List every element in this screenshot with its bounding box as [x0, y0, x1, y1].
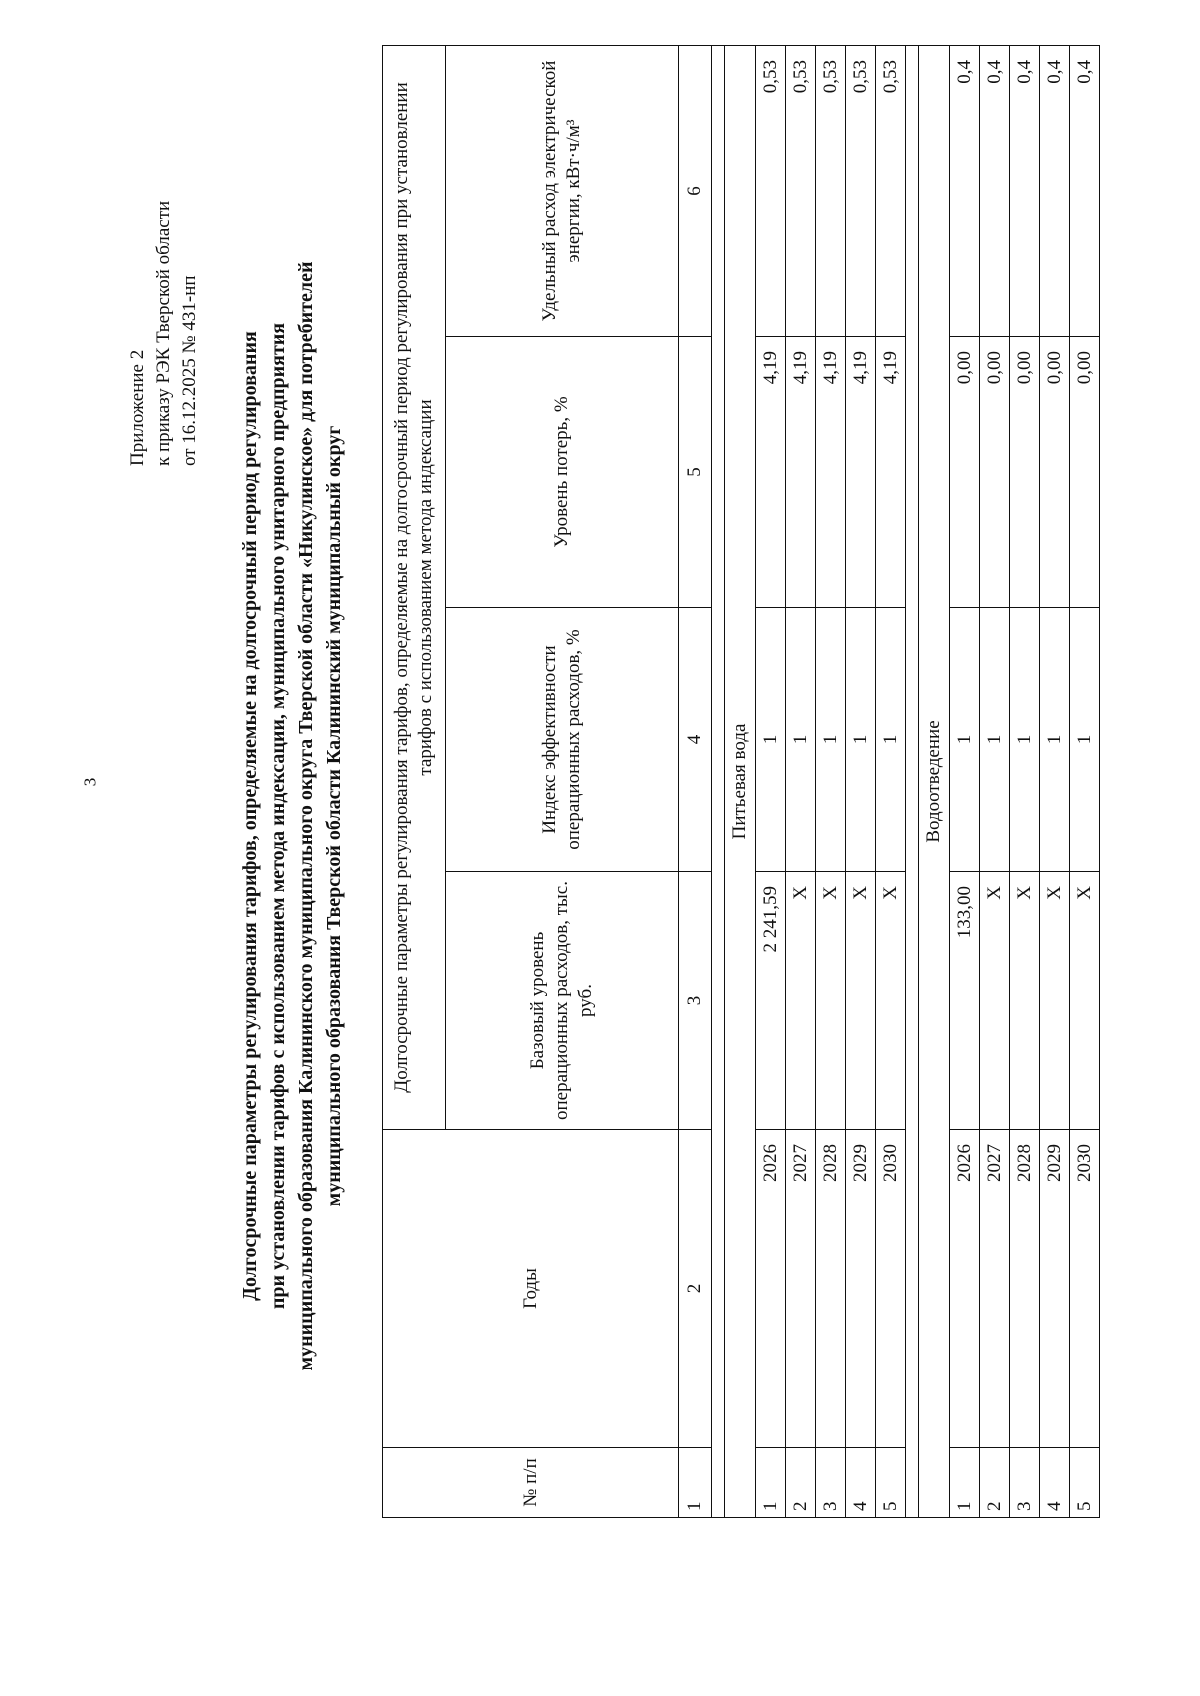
table-cell: X — [980, 872, 1010, 1130]
table-row — [950, 45, 980, 1517]
table-cell: 4,19 — [786, 337, 816, 608]
section-gap — [712, 45, 725, 1517]
table-cell: X — [816, 872, 846, 1130]
table-cell: 0,53 — [846, 45, 876, 336]
appendix-line: от 16.12.2025 № 431-нп — [179, 275, 200, 466]
table-row — [786, 45, 816, 1517]
index-cell: 3 — [679, 872, 712, 1130]
table-cell: 0,4 — [1040, 45, 1070, 336]
header-col3: Базовый уровень операционных расходов, тыс. руб. — [446, 872, 679, 1130]
table-cell: 0,00 — [950, 337, 980, 608]
table-cell: X — [846, 872, 876, 1130]
parameters-table — [382, 45, 1100, 1518]
table-cell: 0,00 — [1010, 337, 1040, 608]
table-cell: 133,00 — [950, 872, 980, 1130]
section-gap — [906, 45, 919, 1517]
section-title-row — [725, 45, 756, 1517]
table-cell: 2029 — [1040, 1130, 1070, 1448]
table-cell: 2028 — [1010, 1130, 1040, 1448]
table-cell: 5 — [1070, 1448, 1100, 1518]
table-cell: 1 — [756, 608, 786, 872]
table-cell: 2030 — [876, 1130, 906, 1448]
table-cell: 0,00 — [1070, 337, 1100, 608]
index-cell: 1 — [679, 1448, 712, 1518]
table-cell: 2 — [980, 1448, 1010, 1518]
table-cell: 0,4 — [950, 45, 980, 336]
table-cell: 0,53 — [816, 45, 846, 336]
table-row — [756, 45, 786, 1517]
table-cell: 0,53 — [786, 45, 816, 336]
table-cell: 1 — [1010, 608, 1040, 872]
table-cell: 0,00 — [1040, 337, 1070, 608]
table-cell: 4 — [846, 1448, 876, 1518]
table-cell: 1 — [950, 608, 980, 872]
table-cell: 4,19 — [756, 337, 786, 608]
table-cell: 3 — [816, 1448, 846, 1518]
table-cell: 2027 — [980, 1130, 1010, 1448]
header-col5: Уровень потерь, % — [446, 337, 679, 608]
table-cell: 1 — [816, 608, 846, 872]
table-cell: X — [876, 872, 906, 1130]
table-cell: 0,00 — [980, 337, 1010, 608]
table-cell: X — [786, 872, 816, 1130]
table-cell: 1 — [786, 608, 816, 872]
table-cell: 2030 — [1070, 1130, 1100, 1448]
table-cell: 0,4 — [980, 45, 1010, 336]
table-cell: X — [1040, 872, 1070, 1130]
gap-cell — [712, 45, 725, 1517]
appendix-line: Приложение 2 — [127, 349, 148, 466]
table-row — [846, 45, 876, 1517]
header-col6: Удельный расход электрической энергии, кВт·ч/м³ — [446, 45, 679, 336]
index-cell: 5 — [679, 337, 712, 608]
appendix-block — [125, 201, 203, 466]
table-cell: 4,19 — [816, 337, 846, 608]
header-col4: Индекс эффективности операционных расходов, % — [446, 608, 679, 872]
page-number: 3 — [80, 777, 100, 787]
section-title: Водоотведение — [919, 45, 950, 1517]
table-cell: 1 — [950, 1448, 980, 1518]
table-cell: 2 — [786, 1448, 816, 1518]
table-cell: 1 — [1070, 608, 1100, 872]
table-cell: 1 — [876, 608, 906, 872]
table-cell: 4,19 — [876, 337, 906, 608]
table-cell: 2026 — [756, 1130, 786, 1448]
table-cell: 2028 — [816, 1130, 846, 1448]
table-row — [980, 45, 1010, 1517]
appendix-line: к приказу РЭК Тверской области — [153, 200, 174, 466]
table-cell: 2026 — [950, 1130, 980, 1448]
table-cell: 1 — [756, 1448, 786, 1518]
table-cell: 0,4 — [1070, 45, 1100, 336]
table-row — [816, 45, 846, 1517]
table-cell: 1 — [1040, 608, 1070, 872]
table-cell: 0,53 — [876, 45, 906, 336]
index-cell: 2 — [679, 1130, 712, 1448]
table-cell: 5 — [876, 1448, 906, 1518]
table-cell: 3 — [1010, 1448, 1040, 1518]
table-cell: 0,4 — [1010, 45, 1040, 336]
table-cell: 4,19 — [846, 337, 876, 608]
title-line: при установлении тарифов с использованием метода индексации, муниципального унитарного предприятия — [267, 322, 289, 1310]
document-title — [236, 236, 348, 1396]
table-cell: 2 241,59 — [756, 872, 786, 1130]
table-cell: 2027 — [786, 1130, 816, 1448]
section-title: Питьевая вода — [725, 45, 756, 1517]
header-group: Долгосрочные параметры регулирования тарифов, определяемые на долгосрочный период регулирования при установлении тарифов с использованием метода индексации — [383, 45, 446, 1129]
gap-cell — [906, 45, 919, 1517]
table-cell: 4 — [1040, 1448, 1070, 1518]
table-row — [1010, 45, 1040, 1517]
title-line: Долгосрочные параметры регулирования тарифов, определяемые на долгосрочный период регулирования — [239, 331, 261, 1301]
table-cell: 2029 — [846, 1130, 876, 1448]
table-cell: 1 — [980, 608, 1010, 872]
header-num: № п/п — [383, 1448, 679, 1518]
table-row — [1070, 45, 1100, 1517]
index-cell: 6 — [679, 45, 712, 336]
section-title-row — [919, 45, 950, 1517]
table-cell: X — [1070, 872, 1100, 1130]
index-cell: 4 — [679, 608, 712, 872]
table-cell: 1 — [846, 608, 876, 872]
title-line: муниципального образования Тверской области Калининский муниципальный округ — [323, 425, 345, 1207]
table-row — [876, 45, 906, 1517]
table-cell: X — [1010, 872, 1040, 1130]
title-line: муниципального образования Калининского муниципального округа Тверской области «Никулинское» для потребителей — [295, 261, 317, 1371]
table-row — [1040, 45, 1070, 1517]
table-cell: 0,53 — [756, 45, 786, 336]
header-years: Годы — [383, 1130, 679, 1448]
